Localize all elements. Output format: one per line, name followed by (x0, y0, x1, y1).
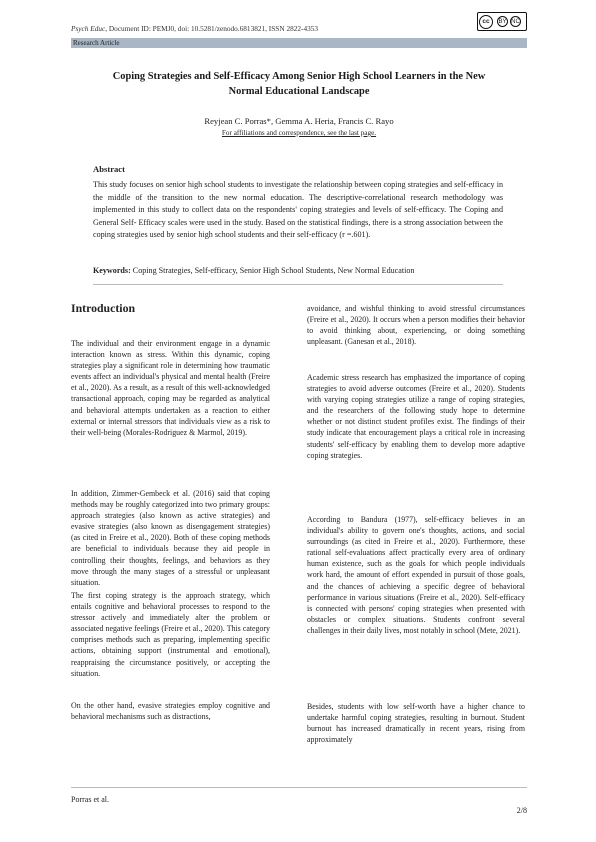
left-paragraph-4: On the other hand, evasive strategies employ cognitive and behavioral mechanisms such as distractions, (71, 701, 270, 722)
abstract-text: This study focuses on senior high school students to investigate the relationship between coping strategies and self-efficacy in the middle of the transition to the new normal education. The descriptive-correlational research methodology was implemented in this study to collect data on the respondents' coping strategies and levels of self-efficacy. The Coping and General Self- Efficacy scales were used in the study. Based on the statistical findings, there is a strong association between the coping strategies used by senior high school students and their self-efficacy (r =.601). (93, 180, 503, 239)
keywords (93, 266, 503, 275)
affiliation-link[interactable]: For affiliations and correspondence, see the last page. (221, 129, 377, 137)
by-icon: BY (497, 16, 508, 27)
cc-license-badge[interactable] (477, 12, 527, 31)
right-paragraph-3: According to Bandura (1977), self-efficacy believes in an individual's ability to govern one's thoughts, actions, and social surroundings (as cited in Freire et al., 2020). Furthermore, these rational self-evaluations affect practically every area of ordinary human existence, such as the goals for which people individuals work hard, the amount of effort expended in pursuit of those goals, and the chances of achieving a specific degree of behavioral performance in various situations (Freire et al., 2020). Self-efficacy is connected with persons' coping strategies when presented with obstacles or complex situations. Students confront several challenges in their daily lives, most notably in school (Mete, 2021). (307, 515, 525, 635)
paper-title (85, 69, 513, 99)
introduction-heading: Introduction (71, 301, 136, 315)
journal-name: Psych Educ (71, 24, 106, 33)
cc-icon: cc (479, 15, 493, 29)
right-paragraph-1: avoidance, and wishful thinking to avoid stressful circumstances (Freire et al., 2020). It occurs when a person modifies their behavior to avoid thinking about, experiencing, or doing something unpleasant. (Ganesan et al., 2018). (307, 304, 525, 347)
running-header (71, 24, 318, 33)
footer-author: Porras et al. (71, 795, 109, 804)
citation-info: , Document ID: PEMJ0, doi: 10.5281/zenodo.6813821, ISSN 2822-4353 (105, 24, 319, 33)
author-list: Reyjean C. Porras*, Gemma A. Heria, Francis C. Rayo (204, 116, 394, 126)
section-band (71, 38, 527, 48)
nc-icon: NC (510, 16, 521, 27)
section-label: Research Article (73, 39, 120, 47)
left-paragraph-1: The individual and their environment engage in a dynamic interaction known as stress. Within this dynamic, coping strategies play a significant role in determining how traumatic events affect an individual's physical and mental health (Freire et al., 2020). As a result, as a result of this well-acknowledged transactional approach, coping may be regarded as analytical and behavioral attempts undertaken as a reaction to either external or internal stressors that individuals view as a risk to their well-being (Morales-Rodriguez & Marmol, 2019). (71, 339, 270, 437)
keywords-label: Keywords: (93, 266, 131, 275)
right-paragraph-2: Academic stress research has emphasized the importance of coping strategies to avoid adverse outcomes (Freire et al., 2020). Students with varying coping strategies utilize a range of coping strategies, and the researchers of the following study hope to determine whether or not distinct student profiles exist. The findings of their study indicate that encouragement plays a critical role in increasing students' self-efficacy by enabling them to develop more adaptive coping strategies. (307, 373, 525, 460)
title-line-1: Coping Strategies and Self-Efficacy Among Senior High School Learners in the New (112, 71, 486, 82)
right-paragraph-4: Besides, students with low self-worth have a higher chance to undertake harmful coping strategies, resulting in burnout. Student burnout has increased dramatically in recent years, rising from approximately (307, 702, 525, 745)
page-number: 2/8 (516, 806, 527, 815)
abstract-divider (93, 284, 503, 285)
footer-divider (71, 787, 527, 788)
left-paragraph-2: In addition, Zimmer-Gembeck et al. (2016) said that coping methods may be roughly categorized into two primary groups: approach strategies (also known as active strategies) and evasive strategies (also known as disengagement strategies) (as cited in Freire et al., 2020). Both of these coping methods are beneficial to individuals because they aid people in controlling their thoughts, feelings, and behaviors as they move through the many stages of a stressful or unpleasant situation. (71, 489, 270, 587)
title-line-2: Normal Educational Landscape (228, 86, 370, 97)
left-paragraph-3: The first coping strategy is the approach strategy, which entails cognitive and behavioral processes to respond to the stressor actively and immediately alter the problem or associated negative feelings (Freire et al., 2020). This category comprises methods such as preparing, implementing specific actions, obtaining support (instrumental and emotional), reappraising the circumstance positively, or accepting the situation. (71, 591, 270, 678)
keywords-text: Coping Strategies, Self-efficacy, Senior High School Students, New Normal Education (130, 266, 415, 275)
abstract-heading: Abstract (93, 164, 125, 174)
